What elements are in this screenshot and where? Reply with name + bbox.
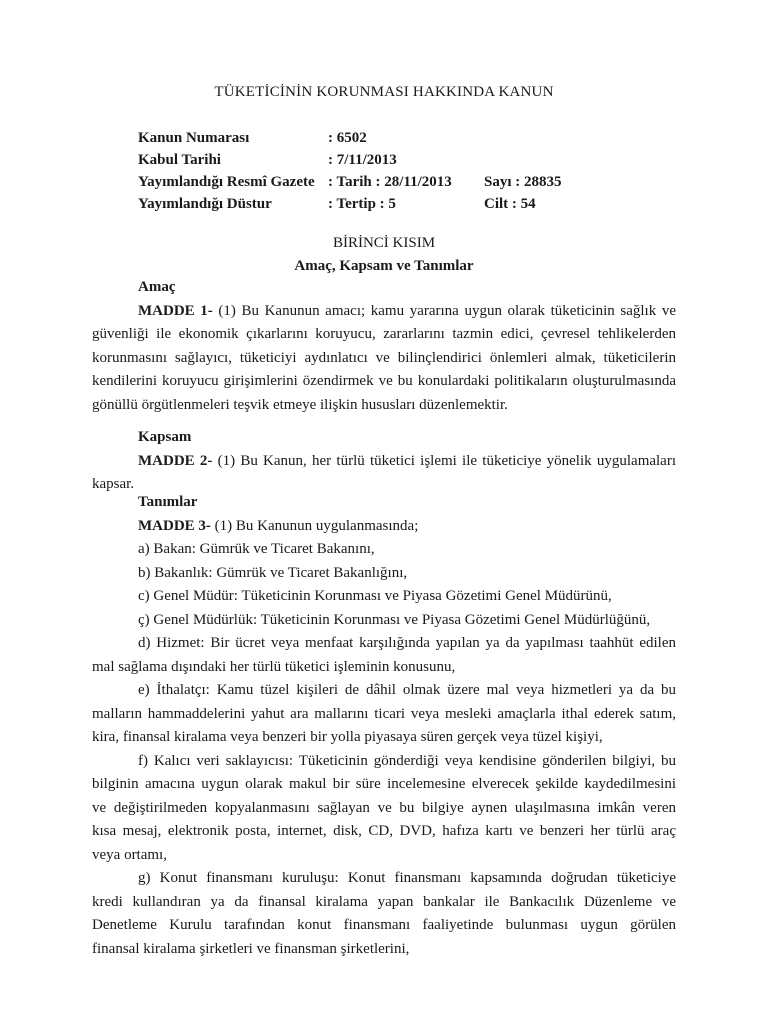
section-kapsam — [92, 426, 676, 497]
info-row-dustur — [138, 193, 638, 215]
definition-f-cont: bilginin amacına uygun olarak makul bir süre incelemesine elverecek şekilde kaydedilmesini — [92, 776, 676, 792]
paragraph-line: korunmasını sağlayıcı, tüketiciyi aydınlatıcı ve bilinçlendirici önlemleri almak, tüketicilerin — [92, 349, 676, 366]
info-label: Kabul Tarihi — [138, 152, 221, 168]
definition-g: g) Konut finansmanı kuruluşu: Konut finansmanı kapsamında doğrudan tüketiciye — [138, 870, 676, 886]
paragraph-line: MADDE 2- (1) Bu Kanun, her türlü tüketici işlemi ile tüketiciye yönelik uygulamaları — [138, 452, 677, 469]
definition-f-cont: ve değiştirilmeden kopyalanmasını sağlayan ve bu bilgiye aynen ulaşılmasına imkân veren — [92, 799, 676, 816]
definition-f-cont: veya ortamı, — [92, 846, 167, 863]
definition-e: e) İthalatçı: Kamu tüzel kişileri de dâhil olmak üzere mal veya hizmetleri ya da bu — [138, 682, 676, 698]
section-heading: Tanımlar — [138, 494, 198, 510]
info-label: Yayımlandığı Resmî Gazete — [138, 174, 315, 190]
definition-cc: ç) Genel Müdürlük: Tüketicinin Korunması ve Piyasa Gözetimi Genel Müdürlüğünü, — [138, 611, 651, 628]
section-heading: Amaç — [138, 279, 176, 295]
part-title: BİRİNCİ KISIM — [332, 235, 436, 251]
info-value: : 6502 — [328, 130, 367, 146]
paragraph-line: gönüllü örgütlenmeleri teşvik etmeye ilişkin hususları düzenlemektir. — [92, 396, 508, 413]
definition-g-cont: finansal kiralama şirketleri ve finansman şirketlerini, — [92, 940, 410, 957]
law-title: TÜKETİCİNİN KORUNMASI HAKKINDA KANUN — [214, 84, 554, 100]
article-number: MADDE 3- — [138, 517, 211, 534]
info-label: Yayımlandığı Düstur — [138, 196, 272, 212]
info-label: Kanun Numarası — [138, 130, 250, 146]
definition-e-cont: kira, finansal kiralama veya benzeri bir yolla piyasaya süren gerçek veya tüzel kişiyi, — [92, 729, 603, 745]
definition-e-cont: malların hammaddelerini yahut ara mallarını ticari veya mesleki amaçlarla ithal ederek satım, — [92, 705, 676, 722]
info-row-kabul — [138, 149, 638, 171]
part-subtitle: Amaç, Kapsam ve Tanımlar — [294, 258, 474, 274]
info-value: Cilt : 54 — [484, 196, 536, 212]
info-row-kanun-no — [138, 127, 638, 149]
definition-b: b) Bakanlık: Gümrük ve Ticaret Bakanlığını, — [138, 564, 408, 581]
article-number: MADDE 1- — [138, 302, 213, 319]
paragraph-line: MADDE 3- (1) Bu Kanunun uygulanmasında; — [138, 517, 419, 534]
info-row-gazete — [138, 171, 638, 193]
definition-f: f) Kalıcı veri saklayıcısı: Tüketicinin gönderdiği veya kendisine gönderilen bilgiyi, bu — [138, 752, 676, 769]
definition-a: a) Bakan: Gümrük ve Ticaret Bakanını, — [138, 541, 375, 557]
definition-d-cont: mal sağlama dışındaki her türlü tüketici işleminin konusunu, — [92, 658, 456, 675]
definition-f-cont: kısa mesaj, elektronik posta, internet, disk, CD, DVD, hafıza kartı ve benzeri her türlü araç — [92, 823, 676, 839]
info-value: : Tarih : 28/11/2013 — [328, 174, 452, 190]
paragraph-line: kendilerini koruyucu girişimlerini özendirmek ve bu konulardaki politikaların oluşturulmasında — [92, 373, 676, 389]
section-tanimlar — [92, 491, 676, 961]
definition-d: d) Hizmet: Bir ücret veya menfaat karşılığında yapılan ya da yapılması taahhüt edilen — [138, 635, 676, 651]
law-info-block — [138, 127, 638, 215]
info-value: : 7/11/2013 — [328, 152, 397, 168]
paragraph-line: kapsar. — [92, 476, 135, 492]
info-value: : Tertip : 5 — [328, 196, 396, 212]
definition-c: c) Genel Müdür: Tüketicinin Korunması ve Piyasa Gözetimi Genel Müdürünü, — [138, 588, 612, 604]
section-amac — [92, 276, 676, 417]
paragraph-line: güvenliği ile ekonomik çıkarlarını koruyucu, zararlarını tazmin edici, çevresel tehlikelerden — [92, 326, 676, 342]
section-heading: Kapsam — [138, 429, 192, 445]
paragraph-line: MADDE 1- (1) Bu Kanunun amacı; kamu yararına uygun olarak tüketicinin sağlık ve — [138, 302, 676, 319]
definition-g-cont: Denetleme Kurulu tarafından konut finansmanı faaliyetinde bulunması uygun görülen — [92, 917, 676, 933]
info-value: Sayı : 28835 — [484, 174, 562, 190]
article-number: MADDE 2- — [138, 452, 213, 469]
definition-g-cont: kredi kullandıran ya da finansal kiralama yapan bankalar ile Bankacılık Düzenleme ve — [92, 893, 676, 910]
